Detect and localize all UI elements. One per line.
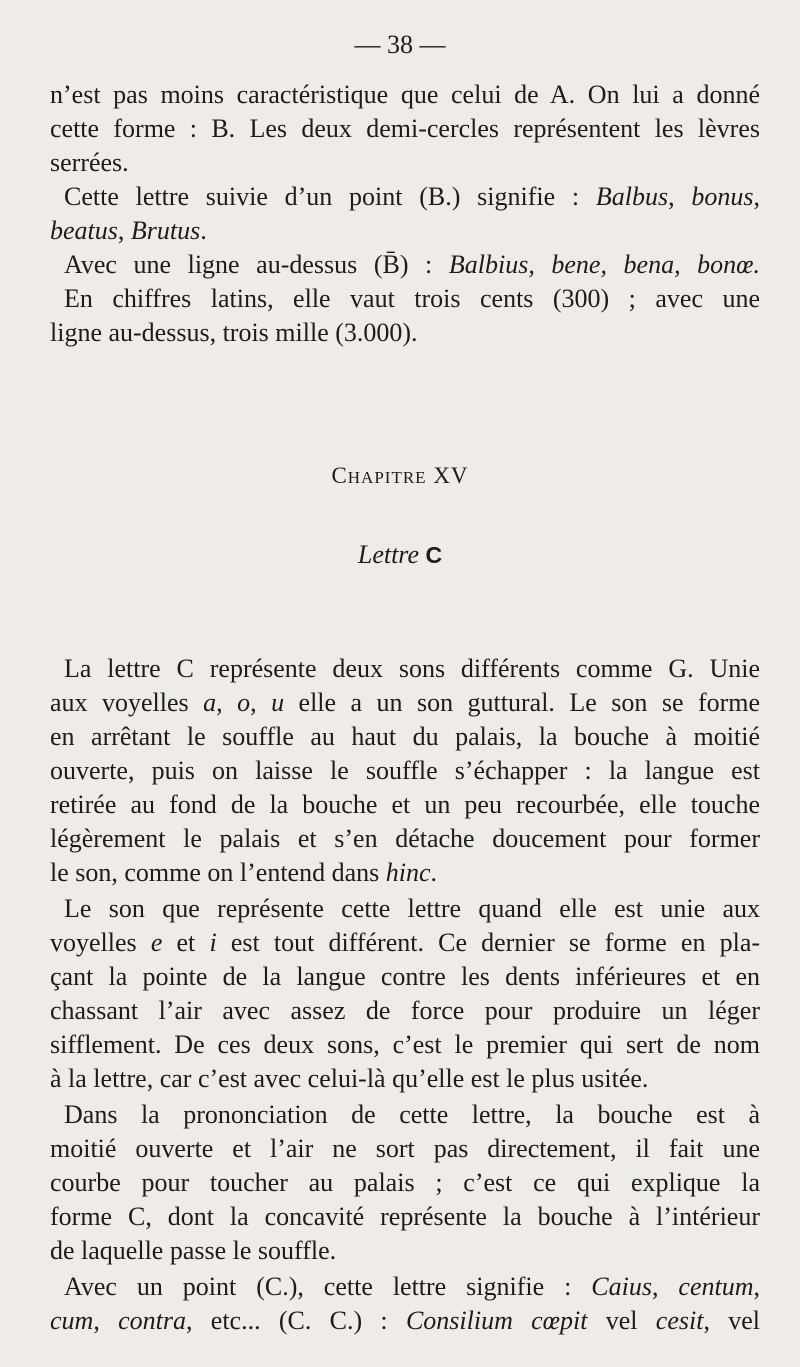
text-span: cette forme : B. Les deux demi-cercles représentent les lèvres xyxy=(50,114,760,143)
text-line xyxy=(50,960,760,994)
text-line xyxy=(50,1304,760,1338)
latin-word: Balbius, bene, bena, bonœ. xyxy=(448,250,760,279)
text-line xyxy=(50,1132,760,1166)
latin-word: Caius xyxy=(591,1272,652,1301)
latin-word: cum xyxy=(50,1306,94,1335)
text-span: , xyxy=(753,1272,761,1301)
text-span: serrées. xyxy=(50,148,129,177)
text-span: n’est pas moins caractéristique que celui de A. On lui a donné xyxy=(50,80,760,109)
text-span: à la lettre, car c’est avec celui-là qu’elle est le plus usitée. xyxy=(50,1064,649,1093)
text-span: sifflement. De ces deux sons, c’est le premier qui sert de nom xyxy=(50,1030,760,1059)
text-line xyxy=(64,282,760,316)
text-line xyxy=(64,892,760,926)
vowel: e xyxy=(150,928,163,957)
text-span: ligne au-dessus, trois mille (3.000). xyxy=(50,318,418,347)
text-span: Cette lettre suivie d’un point (B.) signifie : xyxy=(64,182,580,211)
section-subtitle xyxy=(0,538,800,572)
text-span: La lettre C représente deux sons différents comme G. Unie xyxy=(64,654,760,683)
latin-word: contra xyxy=(118,1306,186,1335)
text-span: , xyxy=(703,1306,710,1335)
subtitle-word: Lettre xyxy=(357,540,419,569)
text-line xyxy=(64,180,760,214)
text-span: vel xyxy=(728,1306,760,1335)
text-span: , xyxy=(668,182,692,211)
text-span: Le son que représente cette lettre quand elle est unie aux xyxy=(64,894,760,923)
text-line xyxy=(64,248,760,282)
page-number: — 38 — xyxy=(354,30,446,59)
text-span: , xyxy=(117,216,131,245)
text-span: en arrêtant le souffle au haut du palais, la bouche à moitié xyxy=(50,722,760,751)
text-line xyxy=(50,994,760,1028)
text-span: est tout différent. Ce dernier se forme en pla- xyxy=(230,928,761,957)
text-span: . xyxy=(200,216,207,245)
text-span: Avec une ligne au-dessus (B̄) : xyxy=(64,250,433,279)
latin-word: centum xyxy=(678,1272,754,1301)
text-span: , etc... (C. C.) : xyxy=(186,1306,388,1335)
text-span: moitié ouverte et l’air ne sort pas directement, il fait une xyxy=(50,1134,760,1163)
text-line xyxy=(50,1234,760,1268)
latin-word: cesit xyxy=(655,1306,704,1335)
text-line xyxy=(50,214,760,248)
text-span: , xyxy=(651,1272,659,1301)
text-span: vel xyxy=(605,1306,638,1335)
chapter-label-rest: HAPITRE xyxy=(347,468,427,487)
text-line xyxy=(50,822,760,856)
vowel: a xyxy=(203,688,217,717)
text-line xyxy=(50,316,760,350)
text-span: , xyxy=(93,1306,100,1335)
text-span: En chiffres latins, elle vaut trois cents (300) ; avec une xyxy=(64,284,760,313)
text-span: retirée au fond de la bouche et un peu recourbée, elle touche xyxy=(50,790,760,819)
latin-word: hinc xyxy=(385,858,431,887)
chapter-label-initial: C xyxy=(331,463,348,488)
text-line xyxy=(50,78,760,112)
latin-word: Brutus xyxy=(130,216,201,245)
text-span: le son, comme on l’entend dans xyxy=(50,858,380,887)
text-line xyxy=(50,926,760,960)
chapter-heading xyxy=(0,460,800,494)
text-span: . xyxy=(430,858,438,887)
text-line: aux voyelles a, o, u elle a un son guttural. Le son se forme xyxy=(50,688,761,717)
text-span: et xyxy=(176,928,196,957)
text-line xyxy=(64,1098,760,1132)
latin-word: bonus xyxy=(691,182,754,211)
text-span: chassant l’air avec assez de force pour produire un léger xyxy=(50,996,760,1025)
text-line xyxy=(50,112,760,146)
text-line xyxy=(50,856,760,890)
latin-word: beatus xyxy=(50,216,118,245)
text-line xyxy=(50,1062,760,1096)
text-span: ouverte, puis on laisse le souffle s’échapper : la langue est xyxy=(50,756,760,785)
latin-word: Balbus xyxy=(595,182,669,211)
text-line xyxy=(50,1028,760,1062)
text-line xyxy=(50,720,760,754)
vowel: i xyxy=(209,928,217,957)
text-span: aux voyelles xyxy=(50,688,189,717)
text-span: , xyxy=(753,182,761,211)
text-line xyxy=(50,146,760,180)
subtitle-letter: C xyxy=(425,542,443,568)
text-line xyxy=(50,754,760,788)
vowel: u xyxy=(271,688,285,717)
latin-word: Consilium cœpit xyxy=(405,1306,588,1335)
text-span: forme C, dont la concavité représente la bouche à l’intérieur xyxy=(50,1202,760,1231)
text-line xyxy=(50,788,760,822)
text-line xyxy=(50,1200,760,1234)
chapter-numeral: XV xyxy=(433,463,469,488)
text-span: elle a un son guttural. Le son se forme xyxy=(298,688,761,717)
text-span: légèrement le palais et s’en détache doucement pour former xyxy=(50,824,760,853)
text-span: de laquelle passe le souffle. xyxy=(50,1236,337,1265)
text-line xyxy=(64,1270,760,1304)
text-span: Dans la prononciation de cette lettre, la bouche est à xyxy=(64,1100,760,1129)
text-line xyxy=(64,652,760,686)
text-span: çant la pointe de la langue contre les dents inférieures et en xyxy=(50,962,760,991)
vowel: o xyxy=(237,688,251,717)
text-span: courbe pour toucher au palais ; c’est ce qui explique la xyxy=(50,1168,760,1197)
text-line xyxy=(50,1166,760,1200)
text-span: voyelles xyxy=(50,928,137,957)
text-span: Avec un point (C.), cette lettre signifie : xyxy=(64,1272,572,1301)
